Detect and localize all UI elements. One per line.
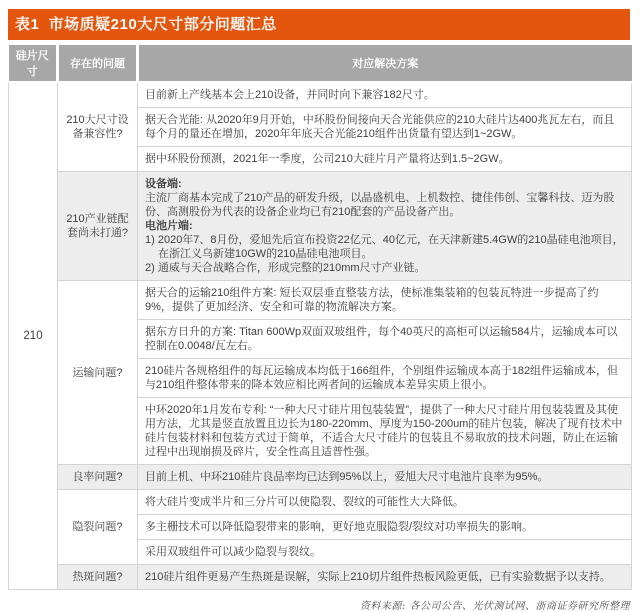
table-row [9, 565, 632, 590]
problem-cell-compatibility: 210大尺寸设备兼容性? [58, 82, 138, 172]
solution-cell: 目前新上产线基本会上210设备，并同时向下兼容182尺寸。 [138, 82, 632, 108]
table-row [9, 281, 632, 320]
solution-cell [138, 172, 632, 281]
solution-cell: 据天合的运输210组件方案: 短长双层垂直整装方法，使标准集装箱的包装瓦特进一步提高了约9%，提供了更加经济、安全和可靠的物流解决方案。 [138, 281, 632, 320]
solution-cell: 据天合光能: 从2020年9月开始，中环股份间接向天合光能供应的210大硅片达400兆瓦左右，而且每个月的量还在增加，2020年年底天合光能210组件出货量有望达到1~2GW。 [138, 108, 632, 147]
column-header-solution: 对应解决方案 [138, 45, 632, 82]
solution-cell: 据中环股份预测，2021年一季度，公司210大硅片月产量将达到1.5~2GW。 [138, 147, 632, 172]
solution-subheading-equipment: 设备端: [145, 178, 182, 190]
problem-cell-yield: 良率问题? [58, 465, 138, 490]
solution-list-item: 2) 通威与天合战略合作，形成完整的210mm尺寸产业链。 [145, 262, 426, 274]
problem-cell-supply-chain: 210产业链配套尚未打通? [58, 172, 138, 281]
table-row [9, 82, 632, 108]
table-row [9, 172, 632, 281]
solution-cell: 采用双玻组件可以减少隐裂与裂纹。 [138, 540, 632, 565]
header-row [9, 45, 632, 82]
source-note: 资料来源: 各公司公告、光伏测试网、浙商证券研究所整理 [359, 601, 630, 612]
solution-cell: 目前上机、中环210硅片良品率均已达到95%以上，爱旭大尺寸电池片良率为95%。 [138, 465, 632, 490]
solution-paragraph: 主流厂商基本完成了210产品的研发升级，以晶盛机电、上机数控、捷佳伟创、宝馨科技、迈为股份、高测股份为代表的设备企业均已有210配套的产品设备产出。 [145, 192, 615, 218]
solution-cell: 210硅片组件更易产生热斑是误解，实际上210切片组件热板风险更低，已有实验数据予以支持。 [138, 565, 632, 590]
issues-table [8, 45, 632, 590]
solution-cell: 210硅片各规格组件的每瓦运输成本均低于166组件，个别组件运输成本高于182组件运输成本，但与210组件整体带来的降本效应相比两者间的运输成本差异实质上很小。 [138, 359, 632, 398]
problem-cell-microcrack: 隐裂问题? [58, 490, 138, 565]
solution-cell: 将大硅片变成半片和三分片可以使隐裂、裂纹的可能性大大降低。 [138, 490, 632, 515]
solution-cell: 据东方日升的方案: Titan 600Wp双面双玻组件，每个40英尺的高柜可以运输584片，运输成本可以控制在0.0048/瓦左右。 [138, 320, 632, 359]
problem-cell-transport: 运输问题? [58, 281, 138, 465]
solution-cell: 中环2020年1月发布专利: “一种大尺寸硅片用包装装置”，提供了一种大尺寸硅片用包装装置及其使用方法，尤其是竖直放置且边长为180-220mm、厚度为150-200um的硅片包装，解决了现有技术中硅片包装材料和包装方式过于简单，不适合大尺寸硅片的包装且不易取放的技术问题，防止在运输过程中出现崩损及碎片，安全性高且适普性强。 [138, 398, 632, 465]
wafer-size-cell: 210 [9, 82, 58, 590]
column-header-problem: 存在的问题 [58, 45, 138, 82]
table-row [9, 490, 632, 515]
table-title: 表1 市场质疑210大尺寸部分问题汇总 [8, 9, 630, 40]
problem-cell-hotspot: 热斑问题? [58, 565, 138, 590]
solution-subheading-cells: 电池片端: [145, 220, 193, 232]
solution-cell: 多主栅技术可以降低隐裂带来的影响，更好地克服隐裂/裂纹对功率损失的影响。 [138, 515, 632, 540]
table-row [9, 465, 632, 490]
solution-list-item: 1) 2020年7、8月份，爱旭先后宣布投资22亿元、40亿元，在天津新建5.4GW的210晶硅电池项目，在浙江义乌新建10GW的210晶硅电池项目。 [145, 234, 624, 260]
column-header-wafer-size: 硅片尺寸 [9, 45, 58, 82]
